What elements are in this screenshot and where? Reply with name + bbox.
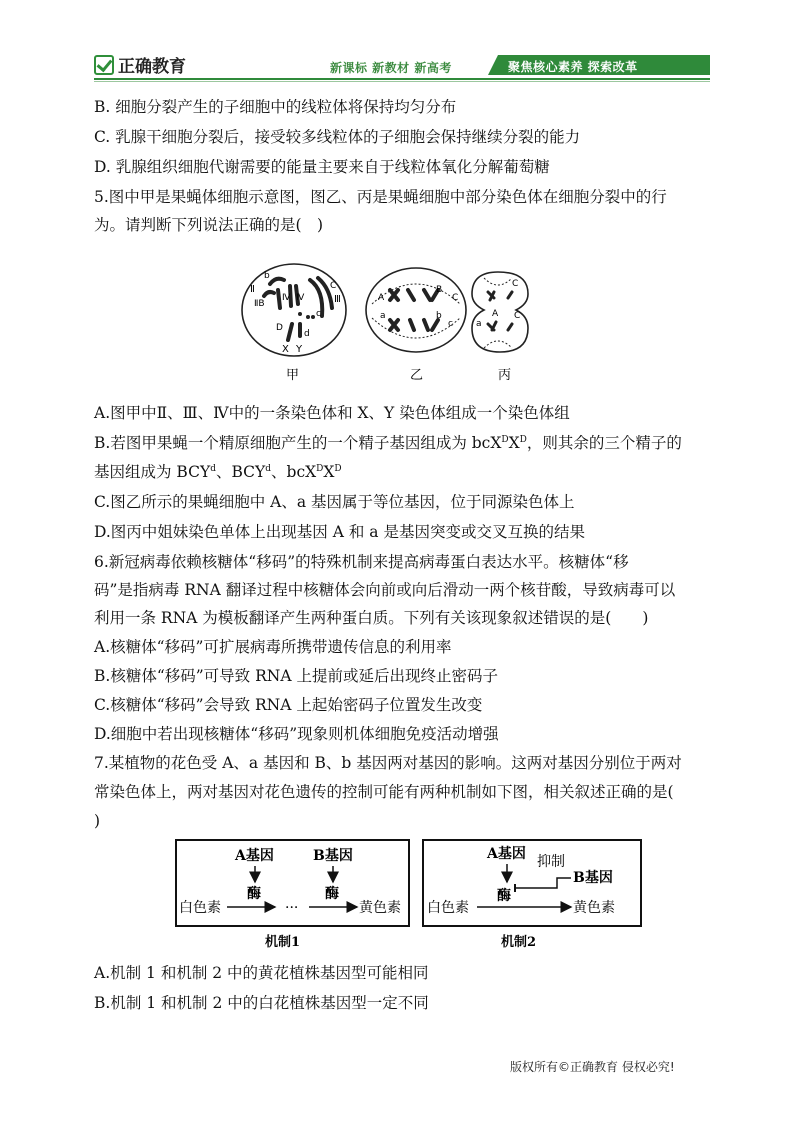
question-7-stem-1: 7.某植物的花色受 A、a 基因和 B、b 基因两对基因的影响。这两对基因分别位于两对 xyxy=(94,754,682,772)
option-6a: A.核糖体“移码”可扩展病毒所携带遗传信息的利用率 xyxy=(94,638,452,656)
option-6d: D.细胞中若出现核糖体“移码”现象则机体细胞免疫活动增强 xyxy=(94,725,499,743)
question-5-stem-1: 5.图中甲是果蝇体细胞示意图，图乙、丙是果蝇细胞中部分染色体在细胞分裂中的行 xyxy=(94,188,667,206)
m2-gene-a: A基因 xyxy=(487,846,526,862)
header-divider xyxy=(94,78,710,80)
option-4b: B. 细胞分裂产生的子细胞中的线粒体将保持均匀分布 xyxy=(94,98,457,116)
m2-white-pigment: 白色素 xyxy=(427,900,469,916)
caption-yi: 乙 xyxy=(410,368,424,383)
label-yi-b: b xyxy=(436,311,442,321)
question-6-stem-3: 利用一条 RNA 为模板翻译产生两种蛋白质。下列有关该现象叙述错误的是( ) xyxy=(94,609,649,627)
brand-logo xyxy=(94,52,186,77)
logo-text: 正确教育 xyxy=(118,57,186,77)
label-IIB: ⅡB xyxy=(254,299,265,309)
label-yi-B: B xyxy=(436,285,443,295)
label-X: X xyxy=(282,344,289,355)
label-bing-A: A xyxy=(492,309,499,319)
label-II: Ⅱ xyxy=(250,284,255,295)
m1-yellow-pigment: 黄色素 xyxy=(359,900,401,916)
cell-yi xyxy=(366,268,466,352)
m2-gene-b: B基因 xyxy=(573,870,613,886)
slogan-left: 新课标 新教材 新高考 xyxy=(330,61,452,75)
slogan-right: 聚焦核心素养 探索改革 xyxy=(508,60,638,74)
label-III: Ⅲ xyxy=(334,294,341,305)
m1-enzyme-1: 酶 xyxy=(247,886,261,902)
cell-jia xyxy=(242,264,346,356)
option-4c: C. 乳腺干细胞分裂后，接受较多线粒体的子细胞会保持继续分裂的能力 xyxy=(94,128,581,146)
option-7b: B.机制 1 和机制 2 中的白花植株基因型一定不同 xyxy=(94,994,429,1012)
option-5d: D.图丙中姐妹染色单体上出现基因 A 和 a 是基因突变或交叉互换的结果 xyxy=(94,523,585,541)
mechanism-figure xyxy=(175,838,645,958)
label-b: b xyxy=(264,271,270,281)
label-yi-a: a xyxy=(380,311,386,321)
option-6b: B.核糖体“移码”可导致 RNA 上提前或延后出现终止密码子 xyxy=(94,667,498,685)
m1-ellipsis: ··· xyxy=(285,900,299,916)
label-bing-a: a xyxy=(476,319,482,329)
m2-inhibit: 抑制 xyxy=(537,854,565,870)
m1-caption: 机制1 xyxy=(265,935,301,950)
option-7a: A.机制 1 和机制 2 中的黄花植株基因型可能相同 xyxy=(94,964,429,982)
question-5-stem-2: 为。请判断下列说法正确的是( ) xyxy=(94,216,324,234)
label-d: d xyxy=(304,329,310,339)
label-D: D xyxy=(276,323,283,333)
label-bing-C1: C xyxy=(512,279,519,289)
label-c: c xyxy=(316,309,321,319)
option-5a: A.图甲中Ⅱ、Ⅲ、Ⅳ中的一条染色体和 X、Y 染色体组成一个染色体组 xyxy=(94,404,570,422)
checkmark-icon xyxy=(94,55,114,75)
caption-bing: 丙 xyxy=(498,368,512,383)
header-divider-thin xyxy=(94,81,710,82)
label-Y: Y xyxy=(296,344,303,355)
label-bing-C2: C xyxy=(514,311,521,321)
m1-enzyme-2: 酶 xyxy=(325,886,339,902)
m1-gene-a: A基因 xyxy=(235,848,274,864)
label-IV-1: Ⅳ xyxy=(282,293,291,303)
m1-white-pigment: 白色素 xyxy=(179,900,221,916)
question-7-stem-2: 常染色体上，两对基因对花色遗传的控制可能有两种机制如下图，相关叙述正确的是( xyxy=(94,783,674,801)
copyright-footer: 版权所有©正确教育 侵权必究! xyxy=(510,1060,675,1074)
m1-gene-b: B基因 xyxy=(313,848,353,864)
m2-yellow-pigment: 黄色素 xyxy=(573,900,615,916)
m2-caption: 机制2 xyxy=(501,935,537,950)
page-header xyxy=(0,0,800,82)
caption-jia: 甲 xyxy=(286,368,300,383)
m2-enzyme: 酶 xyxy=(497,888,511,904)
option-5b-line1: B.若图甲果蝇一个精原细胞产生的一个精子基因组成为 $bcX^DX^D$，则其余的三个精子的 xyxy=(94,434,682,452)
label-yi-A: A xyxy=(378,293,385,303)
label-yi-c: c xyxy=(448,319,453,329)
question-6-stem-1: 6.新冠病毒依赖核糖体“移码”的特殊机制来提高病毒蛋白表达水平。核糖体“移 xyxy=(94,553,629,571)
option-4d: D. 乳腺组织细胞代谢需要的能量主要来自于线粒体氧化分解葡萄糖 xyxy=(94,158,550,176)
option-6c: C.核糖体“移码”会导致 RNA 上起始密码子位置发生改变 xyxy=(94,696,483,714)
label-IV-2: Ⅳ xyxy=(296,293,305,303)
label-yi-C: C xyxy=(452,293,459,303)
label-C: C xyxy=(330,281,337,291)
question-6-stem-2: 码”是指病毒 RNA 翻译过程中核糖体会向前或向后滑动一两个核苷酸，导致病毒可以 xyxy=(94,581,676,599)
chromosome-figure xyxy=(240,262,560,384)
option-5b-line2: 基因组成为 BCY$^d$、BCY$^d$、$bcX^DX^D$ xyxy=(94,463,342,481)
question-7-stem-3: ) xyxy=(94,812,101,830)
option-5c: C.图乙所示的果蝇细胞中 A、a 基因属于等位基因，位于同源染色体上 xyxy=(94,493,575,511)
